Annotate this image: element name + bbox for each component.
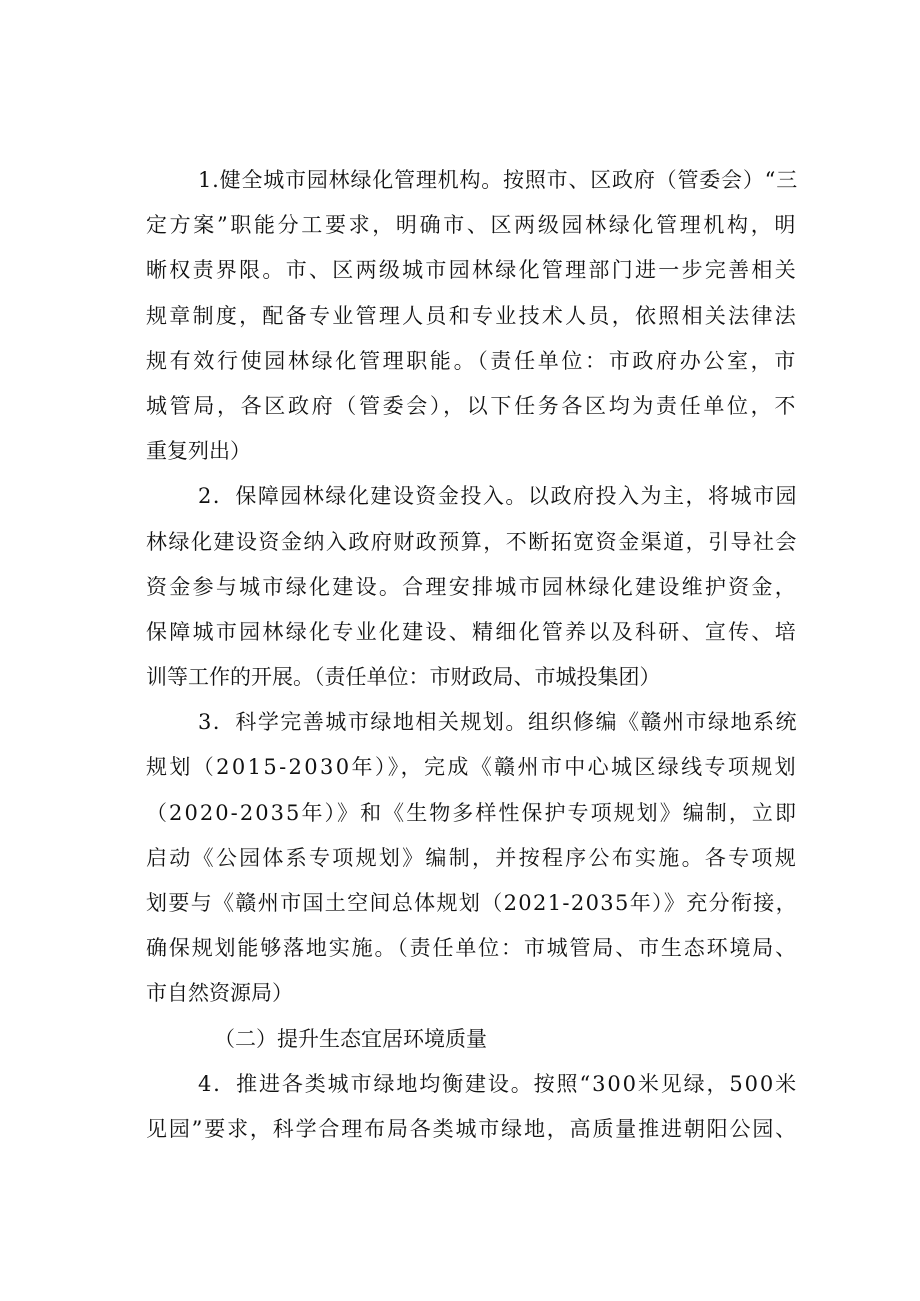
paragraph-4-line-1: 4．推进各类城市绿地均衡建设。按照“300米见绿，500米 — [198, 1071, 798, 1096]
paragraph-1-line-1: 1.健全城市园林绿化管理机构。按照市、区政府（管委会）“三 — [198, 168, 798, 192]
paragraph-1-line-7: 重复列出） — [146, 439, 251, 464]
paragraph-3-line-2: 规划（2015-2030年）》，完成《赣州市中心城区绿线专项规划 — [146, 755, 798, 780]
paragraph-3-line-7: 市自然资源局） — [146, 981, 293, 1006]
paragraph-1-line-4: 规章制度，配备专业管理人员和专业技术人员，依照相关法律法 — [146, 303, 798, 328]
document-body — [146, 158, 798, 1152]
paragraph-2-line-4: 保障城市园林绿化专业化建设、精细化管养以及科研、宣传、培 — [146, 619, 798, 644]
paragraph-3-line-3: （2020-2035年）》和《生物多样性保护专项规划》编制，立即 — [146, 800, 798, 825]
paragraph-3-line-1: 3．科学完善城市绿地相关规划。组织修编《赣州市绿地系统 — [198, 710, 798, 735]
paragraph-1-line-3: 晰权责界限。市、区两级城市园林绿化管理部门进一步完善相关 — [146, 258, 798, 283]
paragraph-1-line-5: 规有效行使园林绿化管理职能。（责任单位：市政府办公室，市 — [146, 348, 798, 373]
paragraph-2-line-5: 训等工作的开展。（责任单位：市财政局、市城投集团） — [146, 665, 661, 690]
paragraph-2-line-2: 林绿化建设资金纳入政府财政预算，不断拓宽资金渠道，引导社会 — [146, 529, 798, 554]
paragraph-3-line-4: 启动《公园体系专项规划》编制，并按程序公布实施。各专项规 — [146, 845, 798, 870]
paragraph-3-line-5: 划要与《赣州市国土空间总体规划（2021-2035年）》充分衔接， — [146, 891, 798, 915]
paragraph-1-line-6: 城管局，各区政府（管委会），以下任务各区均为责任单位，不 — [146, 393, 798, 418]
paragraph-2-line-3: 资金参与城市绿化建设。合理安排城市园林绿化建设维护资金， — [146, 574, 798, 599]
paragraph-3-line-6: 确保规划能够落地实施。（责任单位：市城管局、市生态环境局、 — [146, 936, 798, 961]
paragraph-4-line-2: 见园”要求，科学合理布局各类城市绿地，高质量推进朝阳公园、 — [146, 1116, 798, 1141]
paragraph-1-line-2: 定方案”职能分工要求，明确市、区两级园林绿化管理机构，明 — [146, 213, 798, 238]
section-heading: （二）提升生态宜居环境质量 — [214, 1026, 487, 1051]
paragraph-2-line-1: 2．保障园林绿化建设资金投入。以政府投入为主，将城市园 — [198, 484, 798, 509]
